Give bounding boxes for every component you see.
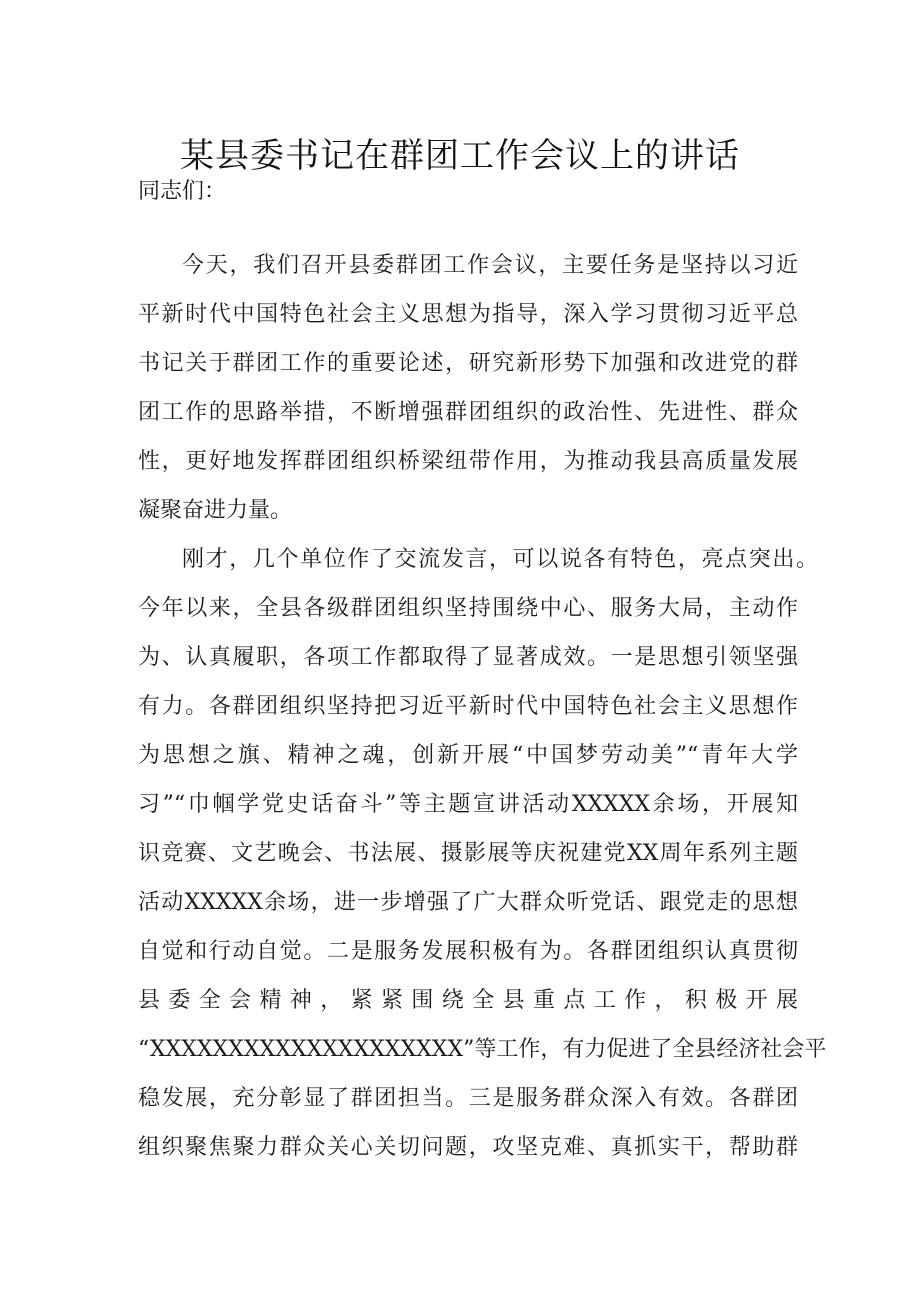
paragraph-2-line-4: 有力。各群团组织坚持把习近平新时代中国特色社会主义思想作 xyxy=(138,694,798,719)
paragraph-2-line-5: 为思想之旗、精神之魂，创新开展“中国梦劳动美”“青年大学 xyxy=(138,743,798,768)
paragraph-2-line-11: “XXXXXXXXXXXXXXXXXXXX”等工作，有力促进了全县经济社会平 xyxy=(138,1037,827,1062)
paragraph-2-line-8: 活动XXXXX余场，进一步增强了广大群众听党话、跟党走的思想 xyxy=(138,890,798,915)
paragraph-1-line-5: 性，更好地发挥群团组织桥梁纽带作用，为推动我县高质量发展 xyxy=(138,449,798,474)
paragraph-2-line-2: 今年以来，全县各级群团组织坚持围绕中心、服务大局，主动作 xyxy=(138,596,798,621)
paragraph-2-line-13: 组织聚焦聚力群众关心关切问题，攻坚克难、真抓实干，帮助群 xyxy=(138,1135,798,1160)
paragraph-2-line-3: 为、认真履职，各项工作都取得了显著成效。一是思想引领坚强 xyxy=(138,645,798,670)
paragraph-2-line-6: 习”“巾帼学党史话奋斗”等主题宣讲活动XXXXX余场，开展知 xyxy=(138,792,798,817)
paragraph-2-line-12: 稳发展，充分彰显了群团担当。三是服务群众深入有效。各群团 xyxy=(138,1086,798,1111)
paragraph-1-line-3: 书记关于群团工作的重要论述，研究新形势下加强和改进党的群 xyxy=(138,351,798,376)
paragraph-2-line-7: 识竞赛、文艺晚会、书法展、摄影展等庆祝建党XX周年系列主题 xyxy=(138,841,798,866)
salutation: 同志们： xyxy=(138,179,227,204)
paragraph-1-line-2: 平新时代中国特色社会主义思想为指导，深入学习贯彻习近平总 xyxy=(138,302,798,327)
paragraph-2-line-9: 自觉和行动自觉。二是服务发展积极有为。各群团组织认真贯彻 xyxy=(138,939,798,964)
paragraph-1-line-4: 团工作的思路举措，不断增强群团组织的政治性、先进性、群众 xyxy=(138,400,798,425)
paragraph-2-line-10: 县委全会精神，紧紧围绕全县重点工作，积极开展 xyxy=(138,988,798,1013)
paragraph-1-line-1: 今天，我们召开县委群团工作会议，主要任务是坚持以习近 xyxy=(182,253,798,278)
paragraph-1-line-6: 凝聚奋进力量。 xyxy=(138,498,293,523)
paragraph-2-line-1: 刚才，几个单位作了交流发言，可以说各有特色，亮点突出。 xyxy=(182,547,818,572)
document-title: 某县委书记在群团工作会议上的讲话 xyxy=(180,136,740,176)
